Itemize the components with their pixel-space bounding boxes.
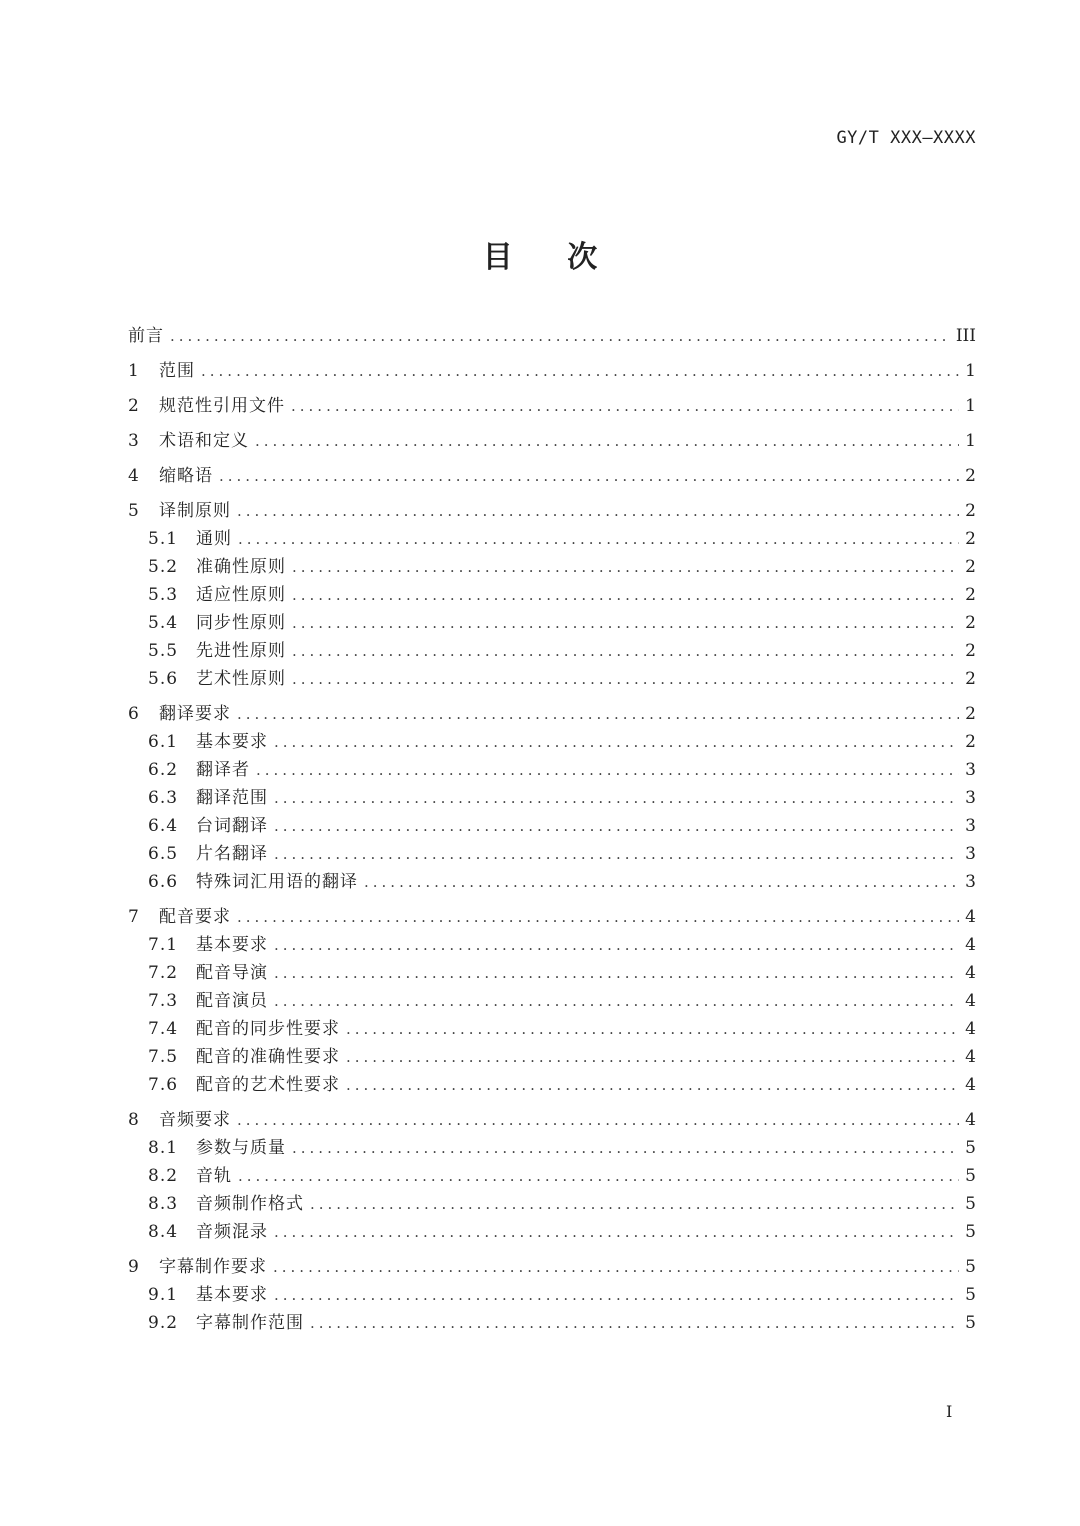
- toc-dot-leader: [255, 427, 959, 455]
- toc-entry-label: 片名翻译: [196, 844, 268, 864]
- toc-entry[interactable]: [128, 553, 976, 581]
- toc-entry[interactable]: [128, 903, 976, 931]
- toc-entry[interactable]: [128, 637, 976, 665]
- toc-dot-leader: [292, 553, 959, 581]
- toc-entry-page: 2: [965, 704, 976, 724]
- toc-entry[interactable]: [128, 931, 976, 959]
- toc-entry-page: 2: [965, 669, 976, 689]
- toc-entry-number: 5.1: [148, 529, 179, 549]
- toc-entry-page: 5: [965, 1194, 976, 1214]
- toc-dot-leader: [237, 700, 959, 728]
- toc-dot-leader: [310, 1190, 959, 1218]
- toc-entry[interactable]: [128, 1253, 976, 1281]
- toc-dot-leader: [237, 903, 959, 931]
- toc-entry[interactable]: [128, 728, 976, 756]
- toc-entry-page: 5: [965, 1313, 976, 1333]
- toc-dot-leader: [274, 1218, 959, 1246]
- toc-entry[interactable]: [128, 868, 976, 896]
- toc-dot-leader: [346, 1015, 959, 1043]
- toc-entry[interactable]: [128, 322, 976, 350]
- toc-entry-number: 5.3: [148, 585, 179, 605]
- toc-entry[interactable]: [128, 1162, 976, 1190]
- toc-entry-label: 音频混录: [196, 1222, 268, 1242]
- toc-entry-label: 基本要求: [196, 732, 268, 752]
- toc-entry[interactable]: [128, 462, 976, 490]
- toc-entry[interactable]: [128, 959, 976, 987]
- toc-entry[interactable]: [128, 665, 976, 693]
- toc-entry-page: 2: [965, 557, 976, 577]
- toc-entry-page: 4: [965, 991, 976, 1011]
- toc-entry-page: 1: [965, 361, 976, 381]
- toc-entry[interactable]: [128, 812, 976, 840]
- toc-entry-number: 5.6: [148, 669, 179, 689]
- toc-entry-label: 基本要求: [196, 935, 268, 955]
- toc-entry-label: 字幕制作范围: [196, 1313, 304, 1333]
- toc-entry-page: 4: [965, 907, 976, 927]
- toc-entry-label: 参数与质量: [196, 1138, 286, 1158]
- toc-entry-label: 基本要求: [196, 1285, 268, 1305]
- toc-entry-page: III: [955, 326, 976, 346]
- toc-entry[interactable]: [128, 1309, 976, 1337]
- toc-entry-number: 4: [128, 466, 139, 486]
- toc-entry-label: 适应性原则: [196, 585, 286, 605]
- toc-entry-label: 台词翻译: [196, 816, 268, 836]
- toc-entry[interactable]: [128, 427, 976, 455]
- toc-entry-label: 音频要求: [159, 1110, 231, 1130]
- toc-entry-label: 配音导演: [196, 963, 268, 983]
- toc-entry-label: 特殊词汇用语的翻译: [196, 872, 358, 892]
- toc-entry-label: 术语和定义: [159, 431, 249, 451]
- toc-entry-number: 5: [128, 501, 139, 521]
- toc-entry[interactable]: [128, 1043, 976, 1071]
- toc-dot-leader: [238, 525, 959, 553]
- toc-entry-number: 8.4: [148, 1222, 179, 1242]
- toc-entry[interactable]: [128, 700, 976, 728]
- toc-entry-number: 9: [128, 1257, 139, 1277]
- toc-entry[interactable]: [128, 1106, 976, 1134]
- toc-dot-leader: [274, 812, 959, 840]
- toc-entry-page: 4: [965, 1075, 976, 1095]
- toc-entry-number: 6: [128, 704, 139, 724]
- toc-entry-page: 2: [965, 529, 976, 549]
- toc-entry[interactable]: [128, 1190, 976, 1218]
- toc-entry-page: 2: [965, 732, 976, 752]
- toc-entry-page: 3: [965, 844, 976, 864]
- toc-entry-number: 6.3: [148, 788, 179, 808]
- title-char-1: 目: [482, 240, 513, 275]
- toc-entry-number: 7.2: [148, 963, 179, 983]
- toc-entry-number: 6.1: [148, 732, 179, 752]
- toc-entry-number: 9.1: [148, 1285, 179, 1305]
- toc-entry[interactable]: [128, 609, 976, 637]
- toc-entry-label: 翻译范围: [196, 788, 268, 808]
- toc-entry-page: 4: [965, 1047, 976, 1067]
- table-of-contents: [128, 322, 976, 1337]
- toc-dot-leader: [237, 1106, 959, 1134]
- toc-entry-page: 5: [965, 1222, 976, 1242]
- toc-entry-label: 配音的准确性要求: [196, 1047, 340, 1067]
- toc-dot-leader: [292, 1134, 959, 1162]
- toc-entry-number: 7.3: [148, 991, 179, 1011]
- toc-entry-number: 3: [128, 431, 139, 451]
- toc-entry[interactable]: [128, 840, 976, 868]
- toc-entry-label: 音轨: [196, 1166, 232, 1186]
- toc-entry-label: 字幕制作要求: [159, 1257, 267, 1277]
- toc-entry-number: 5.4: [148, 613, 179, 633]
- toc-entry-number: 1: [128, 361, 139, 381]
- toc-entry-label: 配音的同步性要求: [196, 1019, 340, 1039]
- toc-entry-page: 2: [965, 613, 976, 633]
- toc-entry-number: 8.3: [148, 1194, 179, 1214]
- toc-entry-label: 先进性原则: [196, 641, 286, 661]
- toc-entry[interactable]: [128, 784, 976, 812]
- toc-entry-label: 译制原则: [159, 501, 231, 521]
- toc-entry-page: 3: [965, 788, 976, 808]
- toc-dot-leader: [274, 959, 959, 987]
- toc-entry-page: 3: [965, 872, 976, 892]
- toc-entry-page: 4: [965, 935, 976, 955]
- toc-entry-number: 7.4: [148, 1019, 179, 1039]
- toc-dot-leader: [274, 840, 959, 868]
- toc-entry-label: 艺术性原则: [196, 669, 286, 689]
- toc-entry-page: 5: [965, 1166, 976, 1186]
- toc-dot-leader: [274, 1281, 959, 1309]
- toc-entry-number: 8: [128, 1110, 139, 1130]
- toc-dot-leader: [346, 1071, 959, 1099]
- toc-entry-page: 5: [965, 1285, 976, 1305]
- toc-entry-number: 7: [128, 907, 139, 927]
- toc-entry-number: 6.6: [148, 872, 179, 892]
- toc-entry-label: 规范性引用文件: [159, 396, 285, 416]
- toc-entry-page: 1: [965, 396, 976, 416]
- toc-dot-leader: [292, 637, 959, 665]
- toc-entry-page: 1: [965, 431, 976, 451]
- toc-dot-leader: [274, 931, 959, 959]
- toc-entry-number: 6.5: [148, 844, 179, 864]
- toc-entry-number: 2: [128, 396, 139, 416]
- toc-entry[interactable]: [128, 392, 976, 420]
- toc-entry-label: 前言: [128, 326, 164, 346]
- toc-entry-label: 同步性原则: [196, 613, 286, 633]
- title-char-2: 次: [567, 240, 598, 275]
- toc-entry-number: 9.2: [148, 1313, 179, 1333]
- toc-dot-leader: [219, 462, 959, 490]
- toc-entry-number: 7.1: [148, 935, 179, 955]
- toc-entry-number: 8.2: [148, 1166, 179, 1186]
- toc-entry-label: 音频制作格式: [196, 1194, 304, 1214]
- toc-entry[interactable]: [128, 1218, 976, 1246]
- toc-entry-number: 7.5: [148, 1047, 179, 1067]
- toc-entry-label: 配音要求: [159, 907, 231, 927]
- toc-entry[interactable]: [128, 1134, 976, 1162]
- toc-dot-leader: [292, 609, 959, 637]
- toc-entry-page: 2: [965, 585, 976, 605]
- footer-page-number: I: [946, 1402, 953, 1421]
- toc-entry-label: 通则: [196, 529, 232, 549]
- toc-entry-page: 4: [965, 1019, 976, 1039]
- toc-entry[interactable]: [128, 581, 976, 609]
- toc-dot-leader: [201, 357, 959, 385]
- toc-entry[interactable]: [128, 1015, 976, 1043]
- toc-entry-page: 4: [965, 1110, 976, 1130]
- toc-dot-leader: [273, 1253, 959, 1281]
- toc-dot-leader: [170, 322, 950, 350]
- toc-entry[interactable]: [128, 497, 976, 525]
- toc-entry-page: 2: [965, 466, 976, 486]
- toc-dot-leader: [274, 987, 959, 1015]
- page-title: [0, 232, 1080, 276]
- toc-entry[interactable]: [128, 357, 976, 385]
- toc-entry-page: 2: [965, 641, 976, 661]
- toc-entry[interactable]: [128, 987, 976, 1015]
- toc-entry-page: 4: [965, 963, 976, 983]
- toc-dot-leader: [346, 1043, 959, 1071]
- toc-entry[interactable]: [128, 756, 976, 784]
- toc-entry[interactable]: [128, 525, 976, 553]
- toc-entry-page: 5: [965, 1257, 976, 1277]
- toc-entry-number: 5.5: [148, 641, 179, 661]
- toc-entry[interactable]: [128, 1071, 976, 1099]
- toc-entry-label: 范围: [159, 361, 195, 381]
- toc-entry-label: 配音的艺术性要求: [196, 1075, 340, 1095]
- toc-entry-number: 5.2: [148, 557, 179, 577]
- toc-entry-page: 3: [965, 760, 976, 780]
- toc-dot-leader: [310, 1309, 959, 1337]
- toc-entry-label: 配音演员: [196, 991, 268, 1011]
- toc-entry-label: 翻译要求: [159, 704, 231, 724]
- toc-entry-number: 6.4: [148, 816, 179, 836]
- toc-dot-leader: [292, 581, 959, 609]
- toc-entry-label: 缩略语: [159, 466, 213, 486]
- toc-dot-leader: [291, 392, 959, 420]
- toc-dot-leader: [274, 784, 959, 812]
- toc-dot-leader: [364, 868, 959, 896]
- toc-dot-leader: [292, 665, 959, 693]
- toc-entry-page: 3: [965, 816, 976, 836]
- toc-entry-number: 8.1: [148, 1138, 179, 1158]
- toc-entry-page: 2: [965, 501, 976, 521]
- toc-dot-leader: [237, 497, 959, 525]
- document-code: GY/T XXX—XXXX: [836, 128, 976, 148]
- toc-entry-label: 翻译者: [196, 760, 250, 780]
- toc-entry-label: 准确性原则: [196, 557, 286, 577]
- toc-entry-number: 6.2: [148, 760, 179, 780]
- toc-dot-leader: [256, 756, 959, 784]
- toc-dot-leader: [238, 1162, 959, 1190]
- toc-entry-number: 7.6: [148, 1075, 179, 1095]
- toc-entry[interactable]: [128, 1281, 976, 1309]
- toc-entry-page: 5: [965, 1138, 976, 1158]
- toc-dot-leader: [274, 728, 959, 756]
